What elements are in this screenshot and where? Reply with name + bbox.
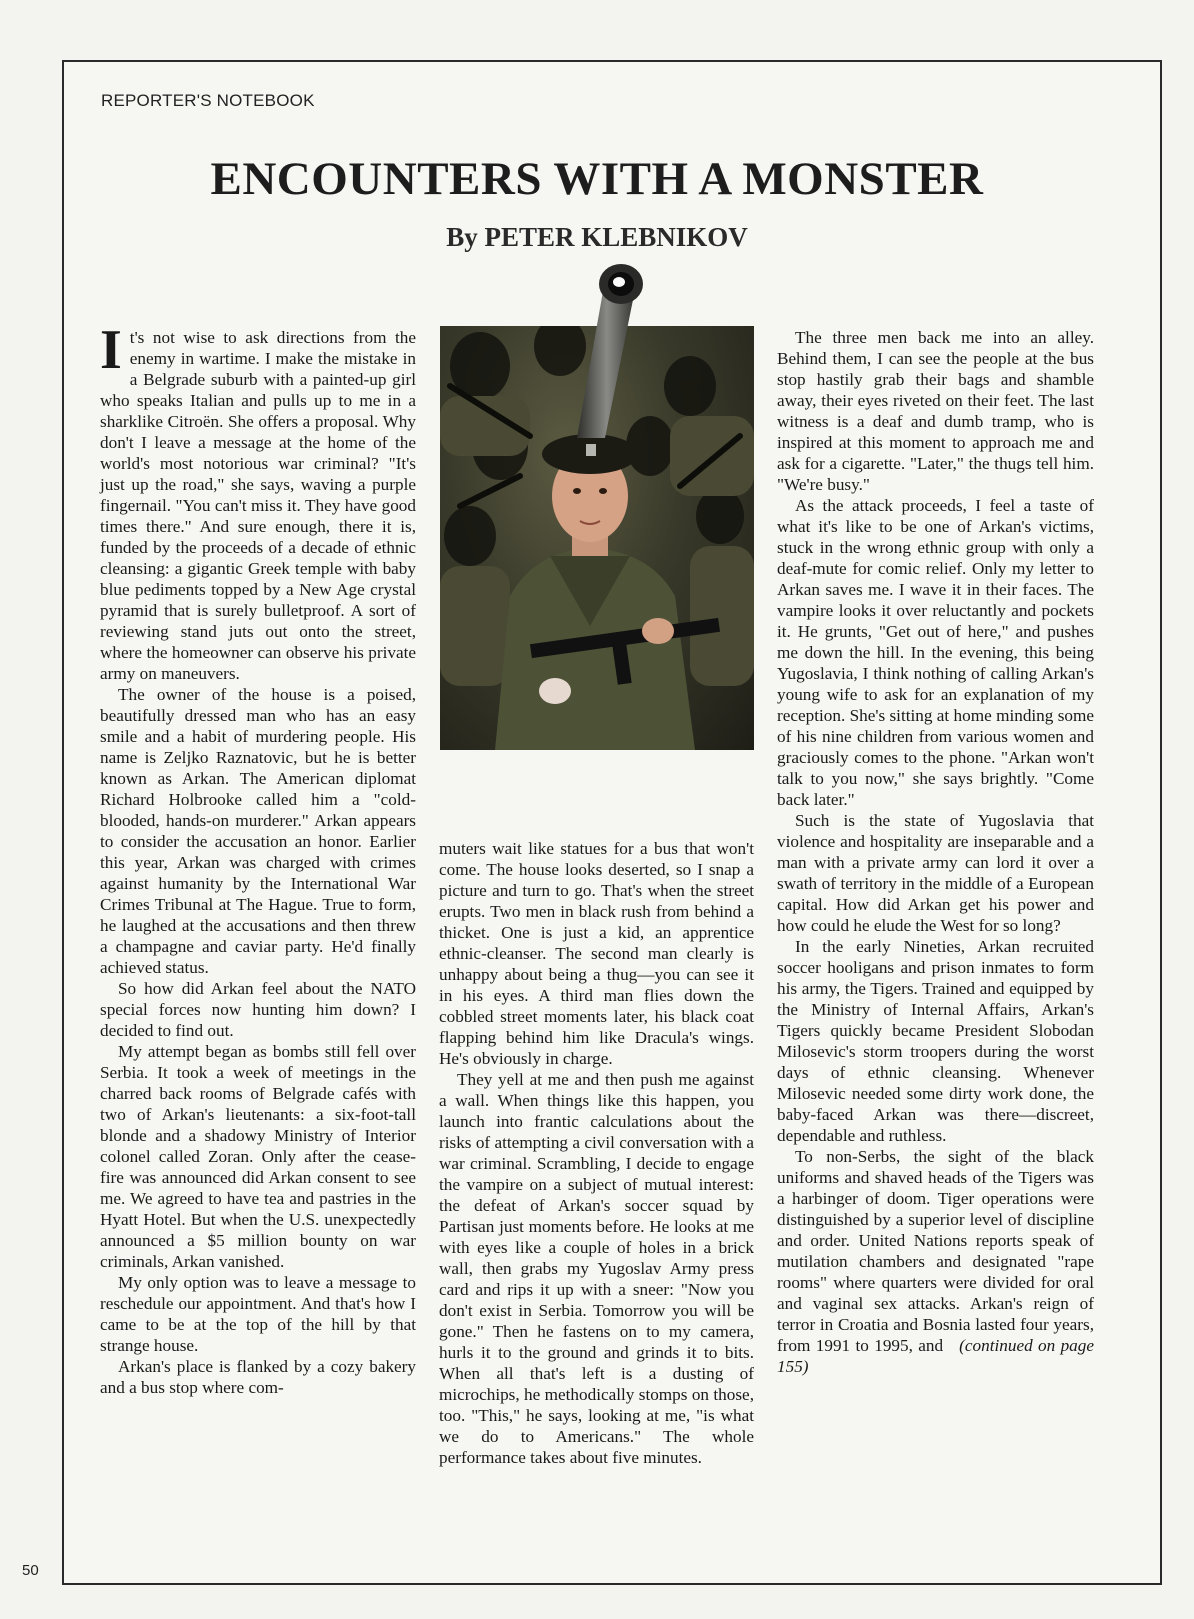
article-column-2: [439, 838, 754, 1468]
page-number: 50: [22, 1562, 39, 1579]
paragraph: It's not wise to ask directions from the enemy in wartime. I make the mistake in a Belgrade suburb with a painted-up girl who speaks Italian and pulls up to me in a sharklike Citroën. She offers a proposal. Why don't I leave a message at the home of the world's most notorious war criminal? "It's just up the road," she says, waving a purple fingernail. "You can't miss it. They have good times there." And sure enough, there it is, funded by the proceeds of a decade of ethnic cleansing: a gigantic Greek temple with baby blue pediments topped by a New Age crystal pyramid that is surely bulletproof. A sort of reviewing stand juts out onto the street, where the homeowner can observe his private army on maneuvers.: [100, 319, 416, 683]
paragraph: muters wait like statues for a bus that won't come. The house looks deserted, so I snap a picture and turn to go. That's when the street erupts. Two men in black rush from behind a thicket. One is just a kid, an apprentice ethnic-cleanser. The second man clearly is unhappy about being a thug—you can see it in his eyes. A third man flies down the cobbled street moments later, his black coat flapping behind him like Dracula's wings. He's obviously in charge.: [439, 839, 754, 1068]
paragraph: As the attack proceeds, I feel a taste of what it's like to be one of Arkan's victims, stuck in the wrong ethnic group with only a deaf-mute for comic relief. Only my letter to Arkan saves me. I wave it in their faces. The vampire looks it over reluctantly and pockets it. He grunts, "Get out of here," and pushes me down the hill. In the evening, this being Yugoslavia, I think nothing of calling Arkan's young wife to ask for an explanation of my reception. She's sitting at home minding some of his nine children from various women and graciously comes to the phone. "Arkan won't talk to you now," she says brightly. "Come back later.": [777, 496, 1094, 809]
article-column-1: [100, 319, 416, 1398]
paragraph: To non-Serbs, the sight of the black uniforms and shaved heads of the Tigers was a harbinger of doom. Tiger operations were distinguished by a superior level of discipline and order. United Nations reports speak of mutilation chambers and designated "rape rooms" where quarters were divided for oral and vaginal sex attacks. Arkan's reign of terror in Croatia and Bosnia lasted four years, from 1991 to 1995, and (continued on page 155): [777, 1147, 1094, 1376]
drop-cap: I: [100, 319, 122, 381]
paragraph: In the early Nineties, Arkan recruited soccer hooligans and prison inmates to form his army, the Tigers. Trained and equipped by the Ministry of Internal Affairs, Arkan's Tigers quickly became President Slobodan Milosevic's storm troopers during the worst days of ethnic cleansing. Whenever Milosevic needed some dirty work done, the baby-faced Arkan was there—discreet, dependable and ruthless.: [777, 937, 1094, 1145]
paragraph: So how did Arkan feel about the NATO special forces now hunting him down? I decided to find out.: [100, 979, 416, 1040]
paragraph: My attempt began as bombs still fell over Serbia. It took a week of meetings in the charred back rooms of Belgrade cafés with two of Arkan's lieutenants: a six-foot-tall blonde and a shadowy Ministry of Interior colonel called Zoran. Only after the cease-fire was announced did Arkan consent to see me. We agreed to have tea and pastries in the Hyatt Hotel. But when the U.S. unexpectedly announced a $5 million bounty on war criminals, Arkan vanished.: [100, 1042, 416, 1271]
section-label: REPORTER'S NOTEBOOK: [101, 91, 315, 110]
article-title: ENCOUNTERS WITH A MONSTER: [210, 153, 984, 205]
paragraph: The owner of the house is a poised, beautifully dressed man who has an easy smile and a habit of murdering people. His name is Zeljko Raznatovic, but he is better known as Arkan. The American diplomat Richard Holbrooke called him a "cold-blooded, hands-on murderer." Arkan appears to consider the accusation an honor. Earlier this year, Arkan was charged with crimes against humanity by the International War Crimes Tribunal at The Hague. True to form, he laughed at the accusations and then threw a champagne and caviar party. He'd finally achieved status.: [100, 685, 416, 977]
paragraph: Such is the state of Yugoslavia that violence and hospitality are inseparable and a man with a private army can lord it over a swath of territory in the middle of a European capital. How did Arkan get his power and how could he elude the West for so long?: [777, 811, 1094, 935]
byline: By PETER KLEBNIKOV: [446, 222, 748, 252]
article-column-3: [777, 327, 1094, 1377]
paragraph: Arkan's place is flanked by a cozy bakery and a bus stop where com-: [100, 1357, 416, 1397]
paragraph: My only option was to leave a message to reschedule our appointment. And that's how I came to be at the top of the hill by that strange house.: [100, 1273, 416, 1355]
paragraph: They yell at me and then push me against a wall. When things like this happen, you launch into frantic calculations about the risks of attempting a civil conversation with a war criminal. Scrambling, I decide to engage the vampire on a subject of mutual interest: the defeat of Arkan's soccer squad by Partisan just moments before. He looks at me with eyes like a couple of holes in a brick wall, then grabs my Yugoslav Army press card and rips it up with a sneer: "Now you don't exist in Serbia. Tomorrow you will be gone." Then he fastens on to my camera, hurls it to the ground and grinds it to bits. When all that's left is a dusting of microchips, he methodically stomps on those, too. "This," he says, looking at me, "is what we do to Americans." The whole performance takes about five minutes.: [439, 1070, 754, 1467]
tank-barrel: [575, 258, 695, 438]
tank-barrel-icon: [575, 258, 695, 438]
continued-note: (continued on page 155): [777, 1336, 1094, 1376]
paragraph: The three men back me into an alley. Behind them, I can see the people at the bus stop hastily grab their bags and shamble away, their eyes riveted on their feet. The last witness is a deaf and dumb tramp, who is inspired at this moment to approach me and ask for a cigarette. "Later," the thugs tell him. "We're busy.": [777, 328, 1094, 494]
